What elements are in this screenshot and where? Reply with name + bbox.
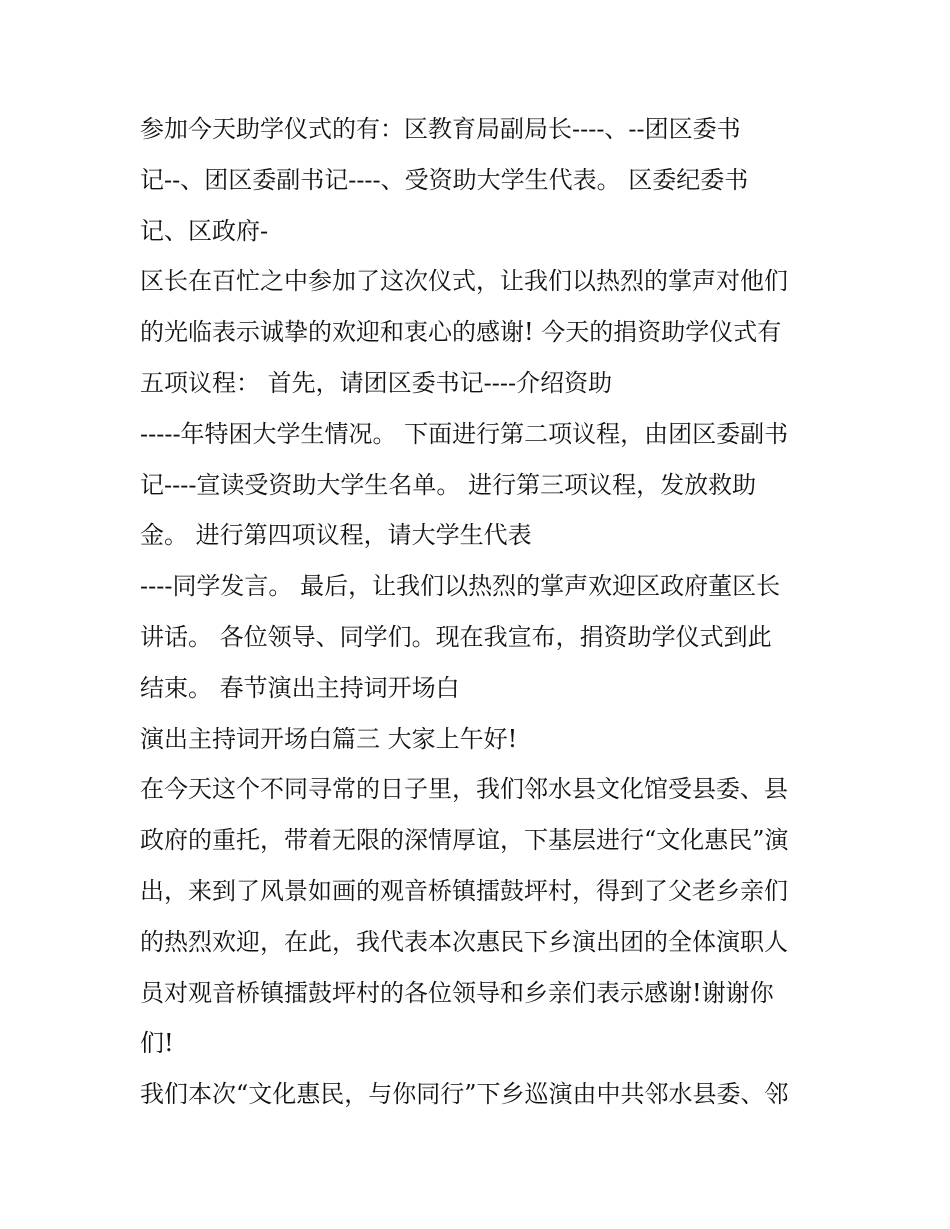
text-line: 记、区政府- — [140, 216, 269, 245]
text-line: 出，来到了风景如画的观音桥镇擂鼓坪村，得到了父老乡亲们 — [140, 876, 788, 905]
text-line: 我们本次“文化惠民，与你同行”下乡巡演由中共邻水县委、邻 — [140, 1080, 789, 1109]
text-line: 记--、团区委副书记----、受资助大学生代表。 区委纪委书 — [140, 165, 749, 194]
text-line: 讲话。 各位领导、同学们。现在我宣布，捐资助学仪式到此 — [140, 622, 772, 651]
body-text — [140, 104, 830, 1120]
text-line: ----同学发言。 最后，让我们以热烈的掌声欢迎区政府董区长 — [140, 572, 781, 601]
text-line: 的光临表示诚挚的欢迎和衷心的感谢! 今天的捐资助学仪式有 — [140, 318, 782, 347]
text-line: 参加今天助学仪式的有：区教育局副局长----、--团区委书 — [140, 115, 741, 143]
text-line: 区长在百忙之中参加了这次仪式，让我们以热烈的掌声对他们 — [140, 267, 788, 296]
text-line: 们! — [140, 1029, 174, 1058]
text-line: -----年特困大学生情况。 下面进行第二项议程，由团区委副书 — [140, 419, 789, 448]
text-line: 政府的重托，带着无限的深情厚谊，下基层进行“文化惠民”演 — [140, 826, 789, 855]
text-line: 的热烈欢迎，在此，我代表本次惠民下乡演出团的全体演职人 — [140, 927, 788, 956]
text-line: 演出主持词开场白篇三 大家上午好! — [140, 724, 518, 753]
text-line: 结束。 春节演出主持词开场白 — [140, 673, 460, 702]
text-line: 金。 进行第四项议程，请大学生代表 — [140, 521, 532, 550]
text-line: 在今天这个不同寻常的日子里，我们邻水县文化馆受县委、县 — [140, 775, 788, 804]
text-line: 五项议程： 首先，请团区委书记----介绍资助 — [140, 368, 613, 397]
text-line: 记----宣读受资助大学生名单。 进行第三项议程，发放救助 — [140, 470, 757, 499]
text-line: 员对观音桥镇擂鼓坪村的各位领导和乡亲们表示感谢!谢谢你 — [140, 978, 774, 1007]
